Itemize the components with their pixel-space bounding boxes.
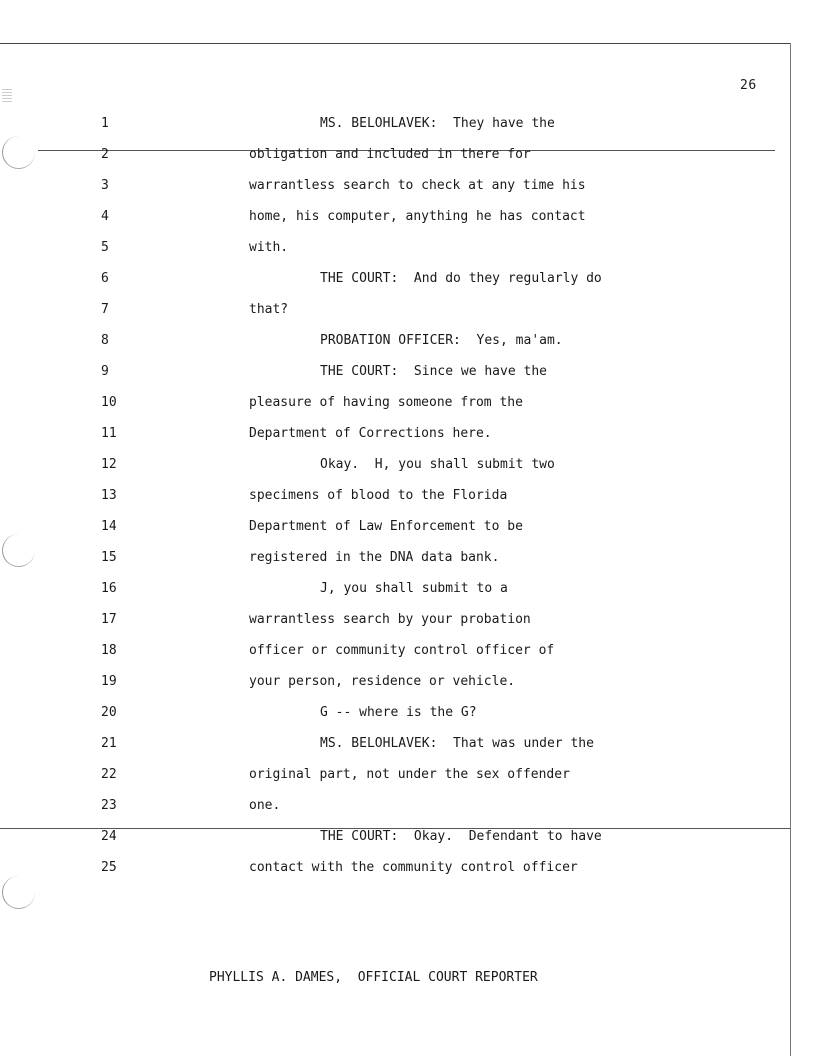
line-number: 21 [101,736,117,751]
line-text: Department of Corrections here. [249,426,492,441]
line-text: PROBATION OFFICER: Yes, ma'am. [320,333,563,348]
line-number: 16 [101,581,117,596]
line-number: 2 [101,147,109,162]
line-text: MS. BELOHLAVEK: That was under the [320,736,594,751]
transcript-line [0,790,790,821]
page-number: 26 [740,78,757,93]
line-text: contact with the community control officer [249,860,578,875]
transcript-line [0,139,790,170]
line-number: 10 [101,395,117,410]
transcript-line [0,604,790,635]
line-number: 6 [101,271,109,286]
line-number: 5 [101,240,109,255]
line-number: 4 [101,209,109,224]
line-text: officer or community control officer of [249,643,555,658]
line-text: one. [249,798,281,813]
line-text: warrantless search to check at any time his [249,178,586,193]
right-margin-rule [790,43,791,1056]
line-text: your person, residence or vehicle. [249,674,516,689]
transcript-line [0,480,790,511]
transcript-line [0,201,790,232]
transcript-line [0,449,790,480]
line-text: warrantless search by your probation [249,612,531,627]
transcript-line [0,263,790,294]
line-number: 14 [101,519,117,534]
transcript-line [0,728,790,759]
transcript-line [0,821,790,852]
line-number: 3 [101,178,109,193]
line-number: 8 [101,333,109,348]
line-text: specimens of blood to the Florida [249,488,508,503]
line-text: G -- where is the G? [320,705,477,720]
line-number: 11 [101,426,117,441]
line-number: 7 [101,302,109,317]
line-text: THE COURT: Okay. Defendant to have [320,829,602,844]
transcript-line [0,294,790,325]
line-number: 13 [101,488,117,503]
transcript-line [0,542,790,573]
reporter-footer: PHYLLIS A. DAMES, OFFICIAL COURT REPORTER [209,970,538,985]
transcript-line [0,387,790,418]
line-text: J, you shall submit to a [320,581,508,596]
line-number: 24 [101,829,117,844]
transcript-line [0,666,790,697]
line-text: pleasure of having someone from the [249,395,523,410]
line-number: 22 [101,767,117,782]
transcript-line [0,573,790,604]
line-text: home, his computer, anything he has contact [249,209,586,224]
transcript-line [0,511,790,542]
transcript-line [0,759,790,790]
line-number: 17 [101,612,117,627]
transcript-line [0,356,790,387]
line-text: original part, not under the sex offender [249,767,570,782]
line-number: 12 [101,457,117,472]
transcript-line [0,852,790,883]
transcript-line [0,418,790,449]
transcript-line [0,325,790,356]
line-number: 23 [101,798,117,813]
line-number: 25 [101,860,117,875]
transcript-line [0,108,790,139]
line-text: obligation and included in there for [249,147,531,162]
line-text: THE COURT: Since we have the [320,364,547,379]
line-number: 1 [101,116,109,131]
top-rule [0,43,790,44]
transcript-line [0,232,790,263]
line-number: 18 [101,643,117,658]
line-text: registered in the DNA data bank. [249,550,500,565]
line-text: THE COURT: And do they regularly do [320,271,602,286]
scan-artifact [2,88,12,102]
line-text: Okay. H, you shall submit two [320,457,555,472]
line-text: with. [249,240,289,255]
line-text: that? [249,302,289,317]
transcript-lines [0,108,790,883]
line-number: 20 [101,705,117,720]
transcript-line [0,170,790,201]
line-number: 15 [101,550,117,565]
line-number: 19 [101,674,117,689]
transcript-line [0,697,790,728]
line-text: MS. BELOHLAVEK: They have the [320,116,555,131]
line-number: 9 [101,364,109,379]
transcript-line [0,635,790,666]
line-text: Department of Law Enforcement to be [249,519,523,534]
